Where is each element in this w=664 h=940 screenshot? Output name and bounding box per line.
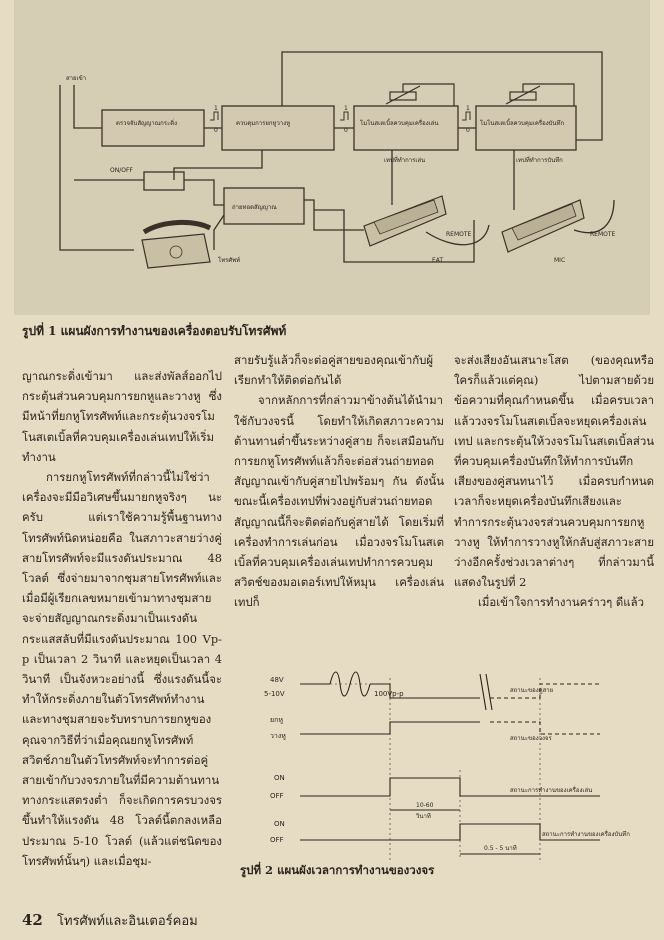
magazine-name: โทรศัพท์และอินเตอร์คอม [57, 914, 198, 929]
t055-label: 0.5 - 5 นาที [484, 845, 517, 852]
block-diagram-svg [14, 0, 650, 315]
figure-1-caption: รูปที่ 1 แผนผังการทำงานของเครื่องตอบรับโทรศัพท์ [22, 324, 287, 338]
pulse2-one: 1 [344, 105, 348, 112]
paragraph: ญาณกระดิ่งเข้ามา และส่งพัลส์ออกไปกระตุ้นส่วนควบคุมการยกหูและวางหู ซึ่งมีหน้าที่ยกหูโทรศัพท์และกระตุ้นวงจรโมโนสเตเบิ้ลที่ควบคุมเครื่องเล่นเทปให้เริ่มทำงาน [22, 369, 222, 464]
figure-2-caption: รูปที่ 2 แผนผังเวลาการทำงานของวงจร [240, 863, 435, 877]
tape-rec-label: เทปที่ทำการบันทึก [516, 157, 563, 164]
text-column-3 [454, 350, 654, 613]
text-column-1 [22, 366, 222, 871]
mono1-label: โมโนสเตเบิ้ลควบคุมเครื่องเล่น [360, 120, 439, 127]
figure-1-block-diagram [14, 0, 650, 315]
pulse2-zero: 0 [344, 127, 348, 134]
paragraph: สายรับรู้แล้วก็จะต่อคู่สายของคุณเข้ากับผู้เรียกทำให้ติดต่อกันได้ [234, 353, 434, 388]
status-rec-label: สถานะการทำงานของเครื่องบันทึก [542, 831, 630, 838]
pulse3-one: 1 [466, 105, 470, 112]
transfer-label: ถ่ายทอดสัญญาณ [232, 204, 277, 211]
v48-label: 48V [270, 676, 284, 684]
timing-diagram-svg [240, 660, 660, 860]
page-number: 42 [22, 911, 43, 929]
pulse3-zero: 0 [466, 127, 470, 134]
off1-label: OFF [270, 792, 284, 800]
control-block [222, 106, 334, 150]
mic-label: MIC [554, 257, 566, 264]
ear-label: EAT [432, 257, 444, 264]
pulse1-one: 1 [214, 105, 218, 112]
sec-label: วินาที [416, 813, 431, 820]
mono2-block [476, 106, 576, 150]
tape-play-label: เทปที่ทำการเล่น [384, 157, 426, 164]
detector-block [102, 110, 204, 146]
vpp-label: 100Vp-p [374, 690, 404, 698]
lift-label: ยกหู [270, 716, 283, 724]
detector-label: ตรวจจับสัญญาณกระดิ่ง [116, 120, 178, 127]
remote1-label: REMOTE [446, 231, 472, 238]
phone-label: โทรศัพท์ [218, 257, 241, 264]
line-in-label: สายเข้า [66, 75, 87, 82]
onoff-label: ON/OFF [110, 167, 133, 174]
mono2-label: โมโนสเตเบิ้ลควบคุมเครื่องบันทึก [480, 120, 565, 127]
paragraph: จากหลักการที่กล่าวมาข้างต้นได้นำมาใช้กับวงจรนี้ โดยทำให้เกิดสภาวะความต้านทานต่ำขึ้นระหว่างคู่สาย ก็จะเสมือนกับการยกหูโทรศัพท์แล้วก็จะต่อส่วนถ่ายทอดสัญญาณเข้ากับคู่สายไปพร้อมๆ กัน ดังนั้นขณะนี้เครื่องเทปที่พ่วงอยู่กับส่วนถ่ายทอดสัญญาณนี้ก็จะติดต่อกับคู่สายได้ โดยเริ่มที่เครื่องทำการเล่นก่อน เมื่อวงจรโมโนสเตเบิ้ลที่ควบคุมเครื่องเล่นเทปทำการควบคุมสวิตช์ของมอเตอร์เทปให้หมุน เครื่องเล่นเทปก็ [234, 393, 444, 610]
on1-label: ON [274, 774, 285, 782]
t1060-label: 10-60 [416, 802, 434, 809]
text-column-2 [234, 350, 444, 613]
remote2-label: REMOTE [590, 231, 616, 238]
paragraph: จะส่งเสียงอันเสนาะโสต (ของคุณหรือใครก็แล้วแต่คุณ) ไปตามสายด้วยข้อความที่คุณกำหนดขึ้น เมื่อครบเวลาแล้ววงจรโมโนสเตเบิ้ลจะหยุดเครื่องเล่นเทป และกระตุ้นให้วงจรโมโนสเตเบิ้ลส่วนที่ควบคุมเครื่องบันทึกให้ทำการบันทึกเสียงของคู่สนทนาไว้ เมื่อครบกำหนดเวลาก็จะหยุดเครื่องบันทึกเสียงและทำการกระตุ้นวงจรส่วนควบคุมการยกหูวางหู ให้ทำการวางหูให้กลับสู่สภาวะสายว่างอีกครั้งช่วงเวลาต่างๆ ที่กล่าวมานี้แสดงในรูปที่ 2 [454, 353, 654, 590]
status-line-label: สถานะของคู่สาย [510, 687, 554, 694]
control-label: ควบคุมการยกหูวางหู [236, 120, 291, 127]
status-play-label: สถานะการทำงานของเครื่องเล่น [510, 787, 593, 794]
page-footer [22, 910, 198, 931]
v510-label: 5-10V [264, 690, 285, 698]
hang-label: วางหู [270, 732, 286, 740]
paragraph: เมื่อเข้าใจการทำงานคร่าวๆ ดีแล้ว [478, 595, 644, 610]
pulse1-zero: 0 [214, 127, 218, 134]
mono1-block [354, 106, 458, 150]
off2-label: OFF [270, 836, 284, 844]
status-circuit-label: สถานะของวงจร [510, 735, 552, 742]
on2-label: ON [274, 820, 285, 828]
paragraph: การยกหูโทรศัพท์ที่กล่าวนี้ไม่ใช่ว่าเครื่องจะมีมือวิเศษขึ้นมายกหูจริงๆ นะครับ แต่เราใช้ความรู้พื้นฐานทางโทรศัพท์นิดหน่อยคือ ในสภาวะสายว่างคู่สายโทรศัพท์จะมีแรงดันประมาณ 48 โวลต์ ซึ่งจ่ายมาจากชุมสายโทรศัพท์และเมื่อมีผู้เรียกเลขหมายเข้ามาทางชุมสายจะจ่ายสัญญาณกระดิ่งมาเป็นแรงดันกระแสสลับที่มีแรงดันประมาณ 100 Vp-p เป็นเวลา 2 วินาที และหยุดเป็นเวลา 4 วินาที เป็นจังหวะอย่างนี้ ซึ่งแรงดันนี้จะทำให้กระดิ่งภายในตัวโทรศัพท์ทำงานและทางชุมสายจะรับทราบการยกหูของคุณจากวิธีที่ว่าเมื่อคุณยกหูโทรศัพท์ สวิตช์ภายในตัวโทรศัพท์จะทำการต่อคู่สายเข้ากับวงจรภายในที่มีความต้านทานทางกระแสตรงต่ำ ก็จะเกิดการครบวงจรขึ้นทำให้แรงดัน 48 โวลต์นี้ตกลงเหลือประมาณ 5-10 โวลต์ (แล้วแต่ชนิดของโทรศัพท์นั้นๆ) และเมื่อชุม- [22, 470, 222, 868]
figure-2-timing-diagram [240, 660, 660, 860]
